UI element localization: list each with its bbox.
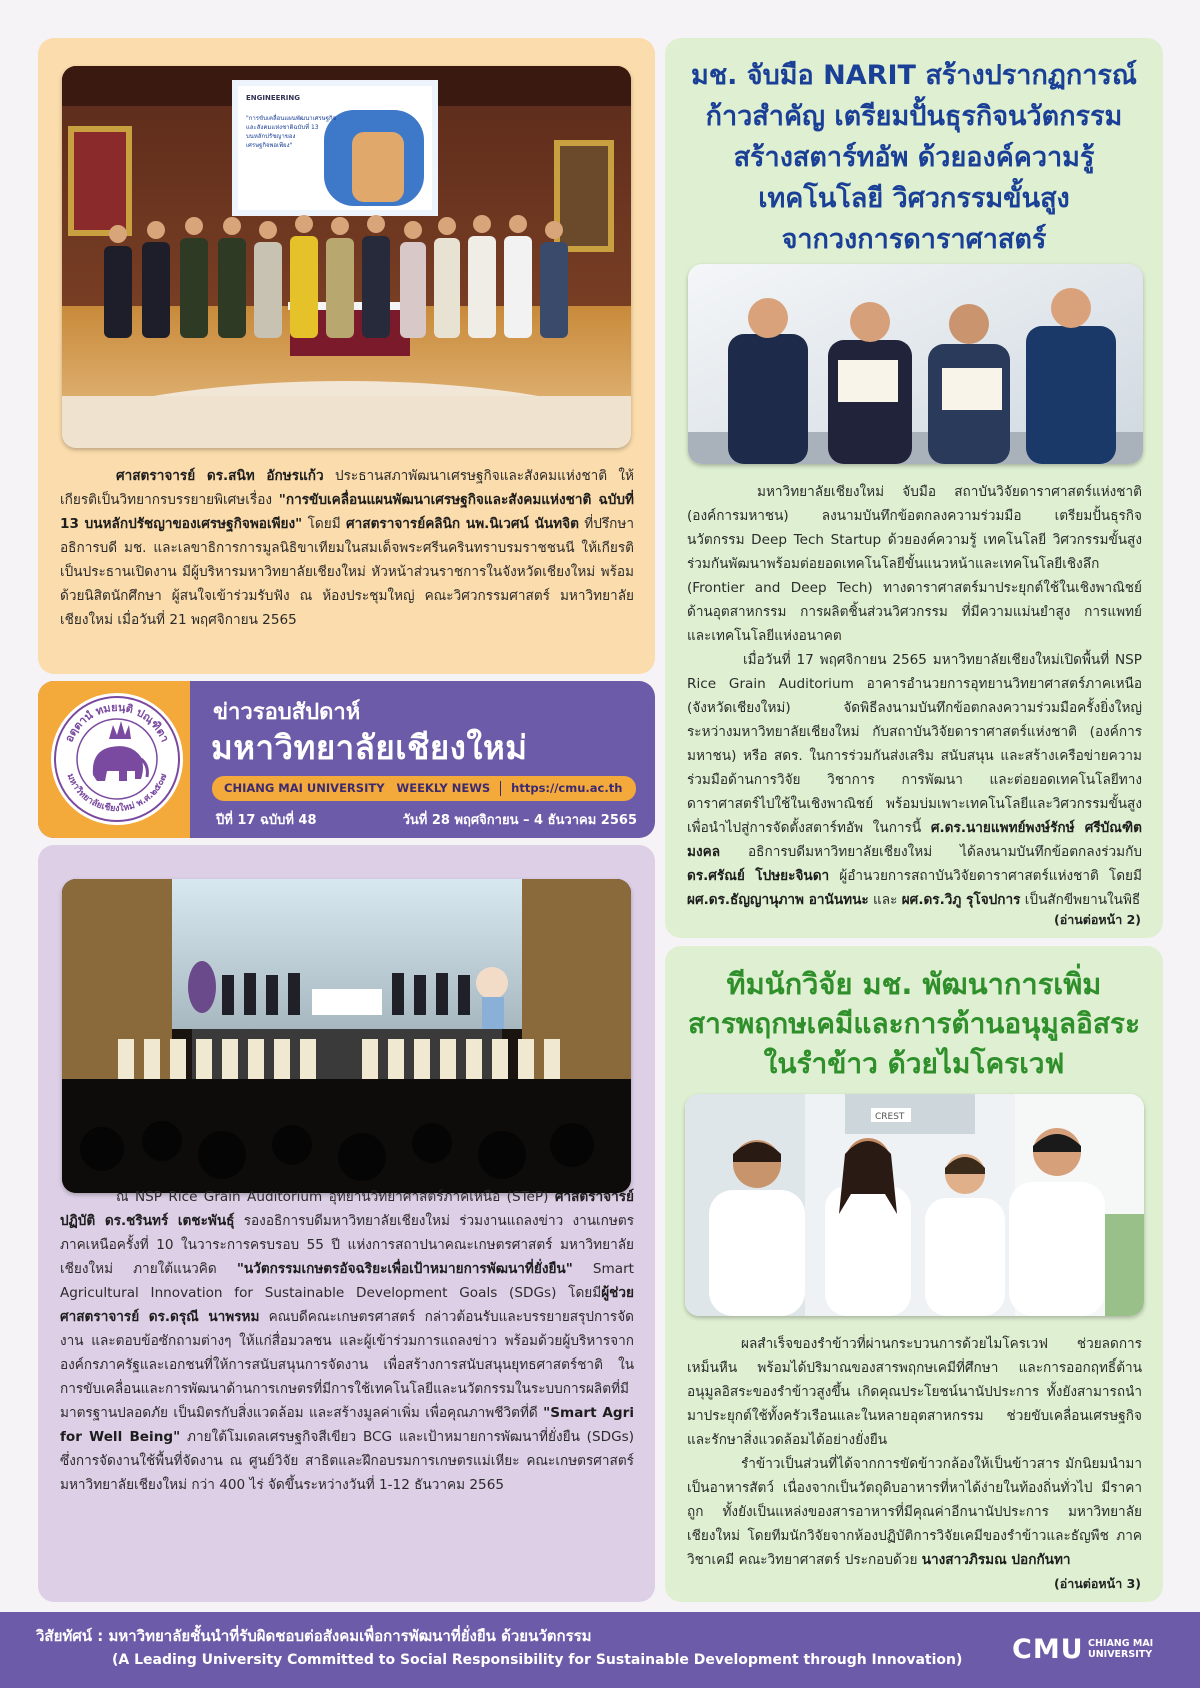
- story-agri-paragraph: [60, 1185, 634, 1497]
- story-agri-body: [60, 1185, 634, 1497]
- headline-line: มช. จับมือ NARIT สร้างปรากฏการณ์: [691, 60, 1137, 91]
- cmu-seal-icon: [49, 691, 185, 827]
- emphasized-text: ศาสตราจารย์ ดร.สนิท อักษรแก้ว: [116, 468, 324, 484]
- photo-sign-text: CREST: [875, 1112, 905, 1122]
- headline-line: สร้างสตาร์ทอัพ ด้วยองค์ความรู้: [733, 142, 1095, 173]
- story-lecture-panel: [38, 38, 655, 674]
- story-ricebran-panel: [665, 946, 1163, 1602]
- emphasized-text: ศาสตราจารย์ปฏิบัติ ดร.ชรินทร์ เตชะพันธุ์: [60, 1189, 634, 1229]
- emphasized-text: ผศ.ดร.ธัญญานุภาพ อานันทนะ: [687, 892, 869, 908]
- headline-line: ก้าวสำคัญ เตรียมปั้นธุรกิจนวัตกรรม: [705, 101, 1123, 132]
- paragraph-text: อธิการบดีมหาวิทยาลัยเชียงใหม่ ได้ลงนามบันทึกข้อตกลงร่วมกับ: [720, 844, 1142, 860]
- paragraph-text: Smart Agricultural Innovation for Sustainable Development Goals (SDGs) โดยมี: [60, 1261, 634, 1301]
- headline-line: ในรำข้าว ด้วยไมโครเวฟ: [763, 1047, 1065, 1080]
- paragraph-text: โดยมี: [302, 516, 347, 532]
- logo-sub-line: UNIVERSITY: [1088, 1649, 1153, 1660]
- story-lecture-body: [60, 464, 634, 632]
- read-more-page-2[interactable]: (อ่านต่อหน้า 2): [1054, 912, 1141, 927]
- emphasized-text: "นวัตกรรมเกษตรอัจฉริยะเพื่อเป้าหมายการพัฒนาที่ยั่งยืน": [236, 1261, 573, 1277]
- slide-line-text: และสังคมแห่งชาติฉบับที่ 13: [246, 124, 319, 131]
- story-ricebran-paragraph-2: [687, 1452, 1142, 1572]
- vision-thai: วิสัยทัศน์ : มหาวิทยาลัยชั้นนำที่รับผิดชอบต่อสังคมเพื่อการพัฒนาที่ยั่งยืน ด้วยนวัตกรรม: [36, 1627, 592, 1645]
- paragraph-text: ณ NSP Rice Grain Auditorium อุทยานวิทยาศาสตร์ภาคเหนือ (STeP): [116, 1189, 555, 1205]
- slide-line-text: บนหลักปรัชญาของ: [246, 133, 296, 140]
- paragraph-text: เป็นสักขีพยานในพิธี: [1020, 892, 1141, 908]
- story-narit-paragraph-2: [687, 648, 1142, 912]
- slide-header-text: ENGINEERING: [246, 94, 301, 102]
- paragraph-text: คณบดีคณะเกษตรศาสตร์ กล่าวต้อนรับและบรรยายสรุปการจัดงาน และตอบข้อซักถามต่างๆ ให้แก่สื่อมวลชน และผู้เข้าร่วมการแถลงข่าว พร้อมด้วยผู้บริหารจากองค์กรภาครัฐและเอกชนที่ให้การสนับสนุนการจัดงาน เพื่อสร้างการสนับสนุนยุทธศาสตร์ชาติ ในการขับเคลื่อนและการพัฒนาด้านการเกษตรที่มีการใช้เทคโนโลยีและนวัตกรรมในระบบการผลิตที่มีมาตรฐานปลอดภัย เป็นมิตรกับสิ่งแวดล้อม และสร้างมูลค่าเพิ่ม เพื่อคุณภาพชีวิตที่ดี: [60, 1309, 634, 1421]
- agri-press-photo: [62, 879, 631, 1193]
- emphasized-text: "การขับเคลื่อนแผนพัฒนาเศรษฐกิจและสังคมแห่งชาติ ฉบับที่ 13 บนหลักปรัชญาของเศรษฐกิจพอเพียง": [60, 492, 634, 532]
- story-agri-panel: [38, 845, 655, 1602]
- emphasized-text: ศาสตราจารย์คลินิก นพ.นิเวศน์ นันทจิต: [346, 516, 579, 532]
- headline-line: จากวงการดาราศาสตร์: [781, 224, 1047, 255]
- seal-name-text: มหาวิทยาลัยเชียงใหม่ พ.ศ.๒๕๐๗: [64, 772, 170, 815]
- headline-line: สารพฤกษเคมีและการต้านอนุมูลอิสระ: [688, 1007, 1140, 1040]
- masthead-seal-area: [38, 681, 190, 838]
- headline-line: เทคโนโลยี วิศวกรรมขั้นสูง: [758, 183, 1070, 214]
- paragraph-text: ภายใต้โมเดลเศรษฐกิจสีเขียว BCG และเป้าหมายการพัฒนาที่ยั่งยืน (SDGs) ซึ่งการจัดงานใช้พื้นที่จัดงาน ณ ศูนย์วิจัย สาธิตและฝึกอบรมการเกษตรแม่เหียะ คณะเกษตรศาสตร์ มหาวิทยาลัยเชียงใหม่ กว่า 400 ไร่ จัดขึ้นระหว่างวันที่ 1-12 ธันวาคม 2565: [60, 1429, 634, 1493]
- paragraph-text: รำข้าวเป็นส่วนที่ได้จากการขัดข้าวกล้องให้เป็นข้าวสาร มักนิยมนำมาเป็นอาหารสัตว์ เนื่องจากเป็นวัตถุดิบอาหารที่หาได้ง่ายในท้องถิ่นทั่วไป มีราคาถูก ทั้งยังเป็นแหล่งของสารอาหารที่มีคุณค่าอีกนานัปประการ มหาวิทยาลัยเชียงใหม่ โดยทีมนักวิจัยจากห้องปฏิบัติการวิจัยเคมีของรำข้าวและธัญพืช ภาควิชาเคมี คณะวิทยาศาสตร์ ประกอบด้วย: [687, 1456, 1142, 1568]
- masthead-info-bar: [212, 776, 636, 801]
- emphasized-text: ศ.ดร.นายแพทย์พงษ์รักษ์ ศรีบัณฑิตมงคล: [687, 820, 1142, 860]
- masthead-separator: [500, 781, 501, 796]
- cmu-logo[interactable]: CMU: [1012, 1634, 1084, 1665]
- masthead-title-small: ข่าวรอบสัปดาห์: [213, 700, 361, 725]
- lecture-group-photo: [62, 66, 631, 448]
- story-lecture-paragraph: [60, 464, 634, 632]
- paragraph-text: ประธานสภาพัฒนาเศรษฐกิจและสังคมแห่งชาติ ให้เกียรติเป็นวิทยากรบรรยายพิเศษเรื่อง: [60, 468, 635, 508]
- seal-motto-text: อตฺตานํ ทมยนฺติ ปณฺฑิตา: [62, 700, 172, 745]
- slide-line-text: เศรษฐกิจพอเพียง": [246, 142, 293, 149]
- story-narit-body: [687, 480, 1142, 912]
- cmu-logo-subtitle: [1088, 1638, 1153, 1660]
- research-team-photo: [685, 1094, 1144, 1316]
- footer-vision-bar: [0, 1612, 1200, 1688]
- paragraph-text: ผู้อำนวยการสถาบันวิจัยดาราศาสตร์แห่งชาติ โดยมี: [829, 868, 1142, 884]
- masthead-issue: ปีที่ 17 ฉบับที่ 48: [216, 813, 317, 828]
- masthead-url[interactable]: https://cmu.ac.th: [511, 781, 623, 795]
- emphasized-text: นางสาวภิรมณ ปอกกันทา: [921, 1552, 1071, 1568]
- masthead-english-name: CHIANG MAI UNIVERSITY WEEKLY NEWS: [224, 781, 491, 795]
- story-narit-headline: [665, 55, 1163, 260]
- emphasized-text: ผู้ช่วยศาสตราจารย์ ดร.ดรุณี นาพรหม: [60, 1285, 634, 1325]
- paragraph-text: เมื่อวันที่ 17 พฤศจิกายน 2565 มหาวิทยาลัยเชียงใหม่เปิดพื้นที่ NSP Rice Grain Auditorium อาคารอำนวยการอุทยานวิทยาศาสตร์ภาคเหนือ (จังหวัดเชียงใหม่) จัดพิธีลงนามบันทึกข้อตกลงความร่วมมือครั้งยิ่งใหญ่ ระหว่างมหาวิทยาลัยเชียงใหม่ กับสถาบันวิจัยดาราศาสตร์แห่งชาติ (องค์การมหาชน) หรือ สดร. ในการร่วมกันส่งเสริม สนับสนุน และสร้างเครือข่ายความร่วมมือด้านการวิจัย วิชาการ การพัฒนา และต่อยอดเทคโนโลยีทางดาราศาสตร์ไปใช้ในเชิงพาณิชย์ พร้อมบ่มเพาะเทคโนโลยีและวิศวกรรมขั้นสูงเพื่อนำไปสู่การจัดตั้งสตาร์ทอัพ ในการนี้: [687, 652, 1142, 836]
- masthead-date: วันที่ 28 พฤศจิกายน – 4 ธันวาคม 2565: [402, 813, 637, 828]
- masthead-title-large: มหาวิทยาลัยเชียงใหม่: [211, 728, 528, 767]
- paragraph-text: ที่ปรึกษาอธิการบดี มช. และเลขาธิการการมูลนิธิขาเทียมในสมเด็จพระศรีนครินทราบรมราชชนนี ให้เกียรติเป็นประธานเปิดงาน มีผู้บริหารมหาวิทยาลัยเชียงใหม่ หัวหน้าส่วนราชการในจังหวัดเชียงใหม่ พร้อมด้วยนิสิตนักศึกษา ผู้สนใจเข้าร่วมรับฟัง ณ ห้องประชุมใหญ่ คณะวิศวกรรมศาสตร์ มหาวิทยาลัยเชียงใหม่ เมื่อวันที่ 21 พฤศจิกายน 2565: [60, 516, 634, 628]
- slide-line-text: "การขับเคลื่อนแผนพัฒนาเศรษฐกิจ: [246, 115, 337, 122]
- narit-mou-photo: [688, 264, 1143, 464]
- story-ricebran-headline: [665, 964, 1163, 1084]
- story-narit-paragraph-1: มหาวิทยาลัยเชียงใหม่ จับมือ สถาบันวิจัยดาราศาสตร์แห่งชาติ (องค์การมหาชน) ลงนามบันทึกข้อตกลงความร่วมมือ เตรียมปั้นธุรกิจนวัตกรรม Deep Tech Startup ด้วยองค์ความรู้ เทคโนโลยี วิศวกรรมขั้นสูง ร่วมกันพัฒนาพร้อมต่อยอดเทคโนโลยีขั้นแนวหน้าและเทคโนโลยีเชิงลึก (Frontier and Deep Tech) ทางดาราศาสตร์มาประยุกต์ใช้ในเชิงพาณิชย์ด้านอุตสาหกรรม การผลิตชิ้นส่วนวิศวกรรม ที่มีความแม่นยำสูง การแพทย์ และเทคโนโลยีแห่งอนาคต: [687, 484, 1142, 644]
- emphasized-text: "Smart Agri for Well Being": [60, 1405, 635, 1445]
- story-ricebran-body: [687, 1332, 1142, 1572]
- emphasized-text: ดร.ศรัณย์ โปษยะจินดา: [687, 868, 830, 884]
- story-ricebran-paragraph-1: ผลสำเร็จของรำข้าวที่ผ่านกระบวนการด้วยไมโครเวฟ ช่วยลดการเหม็นหืน พร้อมได้ปริมาณของสารพฤกษเคมีที่ศึกษา และการออกฤทธิ์ต้านอนุมูลอิสระของรำข้าวสูงขึ้น เกิดคุณประโยชน์นานัปประการ ทั้งยังสามารถนำมาประยุกต์ใช้ทั้งครัวเรือนและในหลายอุตสาหกรรม ช่วยขับเคลื่อนเศรษฐกิจและรักษาสิ่งแวดล้อมได้อย่างยั่งยืน: [687, 1336, 1142, 1448]
- vision-english: (A Leading University Committed to Social Responsibility for Sustainable Development through Innovation): [112, 1652, 963, 1668]
- newsletter-masthead: [38, 681, 655, 838]
- headline-line: ทีมนักวิจัย มช. พัฒนาการเพิ่ม: [726, 967, 1102, 1001]
- paragraph-text: และ: [868, 892, 902, 908]
- read-more-page-3[interactable]: (อ่านต่อหน้า 3): [1054, 1576, 1141, 1591]
- story-narit-panel: [665, 38, 1163, 938]
- emphasized-text: ผศ.ดร.วิภู รุโจปการ: [901, 892, 1021, 908]
- logo-sub-line: CHIANG MAI: [1088, 1638, 1154, 1649]
- paragraph-text: รองอธิการบดีมหาวิทยาลัยเชียงใหม่ ร่วมงานแถลงข่าว งานเกษตรภาคเหนือครั้งที่ 10 ในวาระการครบรอบ 55 ปี แห่งการสถาปนาคณะเกษตรศาสตร์ มหาวิทยาลัยเชียงใหม่ ภายใต้แนวคิด: [60, 1213, 634, 1277]
